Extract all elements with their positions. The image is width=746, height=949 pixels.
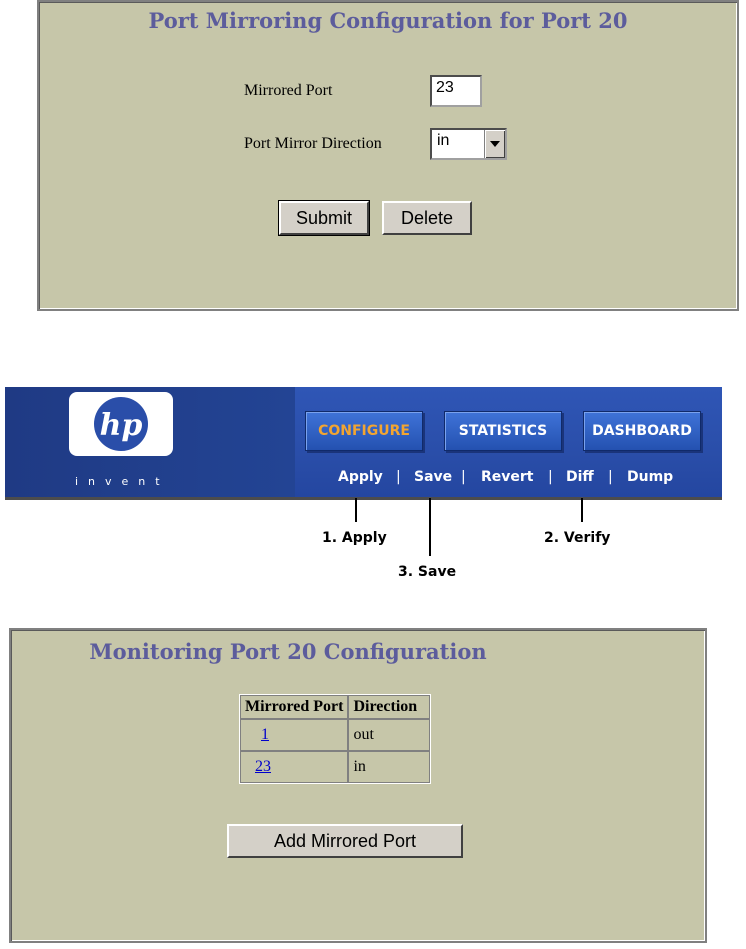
submit-button[interactable]: Submit: [279, 201, 369, 235]
delete-button[interactable]: Delete: [382, 201, 472, 235]
tab-statistics[interactable]: STATISTICS: [444, 411, 562, 451]
revert-link[interactable]: Revert: [481, 469, 534, 485]
action-separator: |: [548, 469, 553, 485]
apply-callout-line: [355, 498, 357, 522]
column-header-mirrored-port: Mirrored Port: [240, 695, 348, 719]
save-callout: 3. Save: [398, 564, 457, 580]
monitoring-panel-title: Monitoring Port 20 Configuration: [89, 639, 487, 664]
chevron-down-icon[interactable]: [484, 130, 505, 158]
action-separator: |: [461, 469, 466, 485]
mirrored-port-input[interactable]: 23: [430, 75, 482, 107]
mirrored-port-label: Mirrored Port: [244, 82, 333, 99]
diff-link[interactable]: Diff: [566, 469, 594, 485]
hp-logo: [69, 392, 173, 456]
apply-link[interactable]: Apply: [338, 469, 383, 485]
tab-dashboard[interactable]: DASHBOARD: [583, 411, 701, 451]
apply-callout: 1. Apply: [322, 530, 387, 546]
action-separator: |: [396, 469, 401, 485]
port-mirroring-config-panel: [37, 0, 739, 311]
mirrored-ports-table: [239, 694, 431, 784]
config-panel-title: Port Mirroring Configuration for Port 20: [148, 8, 628, 33]
port-mirror-direction-label: Port Mirror Direction: [244, 135, 382, 152]
save-callout-line: [429, 498, 431, 556]
direction-cell: out: [348, 719, 430, 751]
dump-link[interactable]: Dump: [627, 469, 674, 485]
column-header-direction: Direction: [348, 695, 430, 719]
mirrored-port-link[interactable]: 1: [261, 726, 269, 743]
table-row: [240, 719, 430, 751]
table-header-row: [240, 695, 430, 719]
tab-configure[interactable]: CONFIGURE: [305, 411, 423, 451]
monitoring-config-panel: [9, 628, 707, 943]
add-mirrored-port-button[interactable]: Add Mirrored Port: [227, 824, 463, 858]
mirrored-port-link[interactable]: 23: [255, 758, 271, 775]
hp-header-banner: [5, 387, 722, 500]
save-link[interactable]: Save: [414, 469, 453, 485]
direction-selected-value: in: [437, 132, 450, 149]
action-separator: |: [608, 469, 613, 485]
table-row: [240, 751, 430, 783]
direction-cell: in: [348, 751, 430, 783]
verify-callout-line: [581, 498, 583, 522]
hp-logo-text: hp: [99, 408, 143, 443]
hp-logo-icon: [69, 392, 173, 456]
port-mirror-direction-select[interactable]: [430, 128, 507, 160]
verify-callout: 2. Verify: [544, 530, 611, 546]
invent-tagline: invent: [75, 475, 170, 488]
